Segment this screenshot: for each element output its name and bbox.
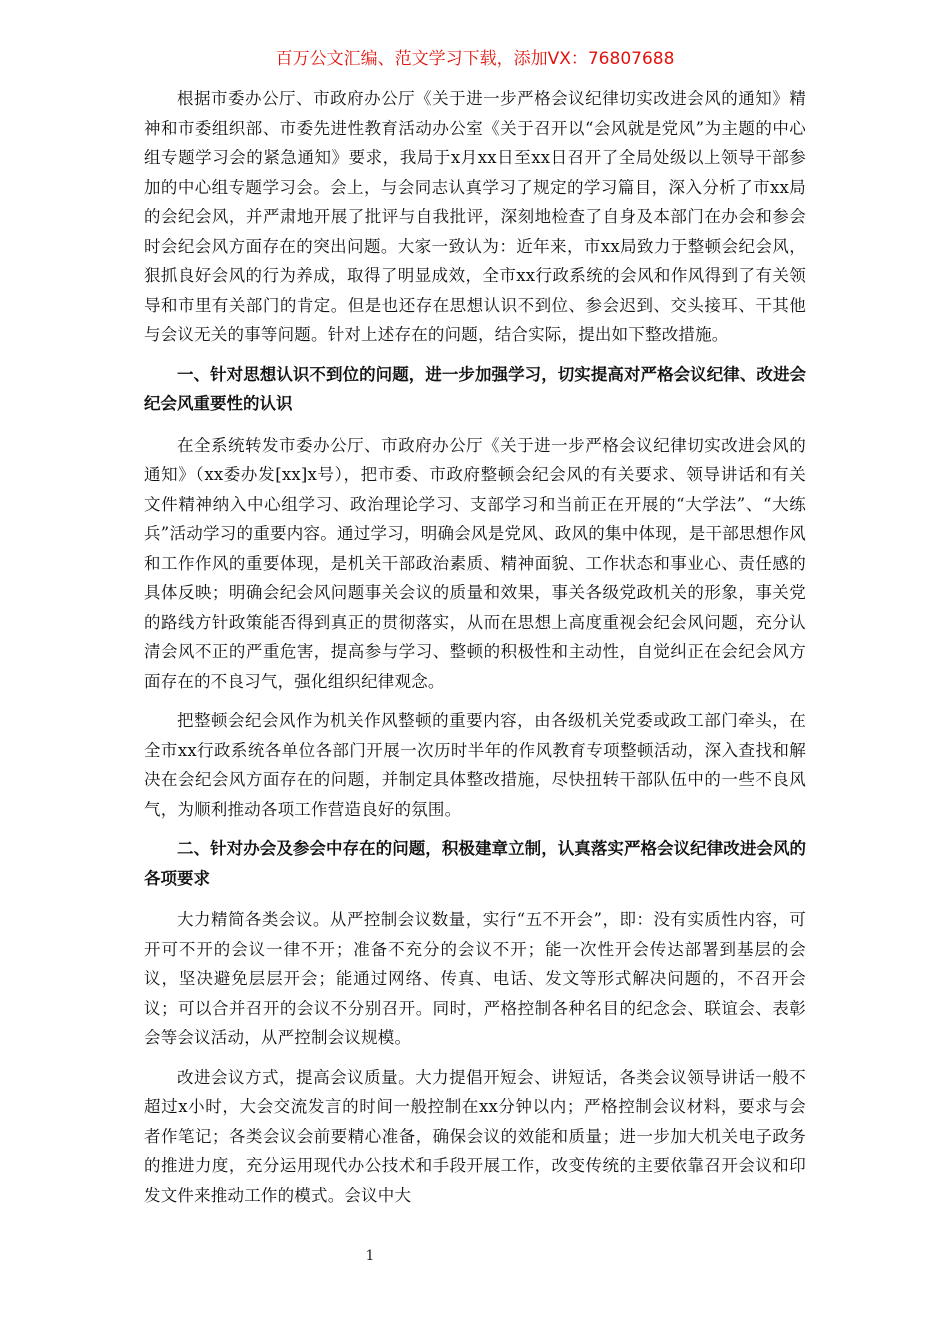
section-2-paragraph-1: 大力精简各类会议。从严控制会议数量，实行“五不开会”，即：没有实质性内容，可开可不开的会议一律不开；准备不充分的会议不开；能一次性开会传达部署到基层的会议，坚决避免层层开会；能通过网络、传真、电话、发文等形式解决问题的，不召开会议；可以合并召开的会议不分别召开。同时，严格控制各种名目的纪念会、联谊会、表彰会等会议活动，从严控制会议规模。 <box>144 910 806 1047</box>
section-2-paragraph-2: 改进会议方式，提高会议质量。大力提倡开短会、讲短话，各类会议领导讲话一般不超过x小时，大会交流发言的时间一般控制在xx分钟以内；严格控制会议材料，要求与会者作笔记；各类会议会前要精心准备，确保会议的效能和质量；进一步加大机关电子政务的推进力度，充分运用现代办公技术和手段开展工作，改变传统的主要依靠召开会议和印发文件来推动工作的模式。会议中大 <box>144 1067 806 1205</box>
section-heading-2: 二、针对办会及参会中存在的问题，积极建章立制，认真落实严格会议纪律改进会风的各项要求 <box>144 839 806 888</box>
section-1-paragraph-1: 在全系统转发市委办公厅、市政府办公厅《关于进一步严格会议纪律切实改进会风的通知》（xx委办发[xx]x号），把市委、市政府整顿会纪会风的有关要求、领导讲话和有关文件精神纳入中心组学习、政治理论学习、支部学习和当前正在开展的“大学法”、“大练兵”活动学习的重要内容。通过学习，明确会风是党风、政风的集中体现，是干部思想作风和工作作风的重要体现，是机关干部政治素质、精神面貌、工作状态和事业心、责任感的具体反映；明确会纪会风问题事关会议的质量和效果，事关各级党政机关的形象，事关党的路线方针政策能否得到真正的贯彻落实，从而在思想上高度重视会纪会风问题，充分认清会风不正的严重危害，提高参与学习、整顿的积极性和主动性，自觉纠正在会纪会风方面存在的不良习气，强化组织纪律观念。 <box>144 435 806 691</box>
document-body <box>144 84 806 1220</box>
section-heading-1: 一、针对思想认识不到位的问题，进一步加强学习，切实提高对严格会议纪律、改进会纪会风重要性的认识 <box>144 364 806 413</box>
page-number: 1 <box>365 1248 375 1264</box>
section-1-paragraph-2: 把整顿会纪会风作为机关作风整顿的重要内容，由各级机关党委或政工部门牵头，在全市xx行政系统各单位各部门开展一次历时半年的作风教育专项整顿活动，深入查找和解决在会纪会风方面存在的问题，并制定具体整改措施，尽快扭转干部队伍中的一些不良风气，为顺利推动各项工作营造良好的氛围。 <box>144 711 806 819</box>
intro-paragraph: 根据市委办公厅、市政府办公厅《关于进一步严格会议纪律切实改进会风的通知》精神和市委组织部、市委先进性教育活动办公室《关于召开以“会风就是党风”为主题的中心组专题学习会的紧急通知》要求，我局于x月xx日至xx日召开了全局处级以上领导干部参加的中心组专题学习会。会上，与会同志认真学习了规定的学习篇目，深入分析了市xx局的会纪会风，并严肃地开展了批评与自我批评，深刻地检查了自身及本部门在办会和参会时会纪会风方面存在的突出问题。大家一致认为：近年来，市xx局致力于整顿会纪会风，狠抓良好会风的行为养成，取得了明显成效，全市xx行政系统的会风和作风得到了有关领导和市里有关部门的肯定。但是也还存在思想认识不到位、参会迟到、交头接耳、干其他与会议无关的事等问题。针对上述存在的问题，结合实际，提出如下整改措施。 <box>144 89 806 344</box>
watermark-banner: 百万公文汇编、范文学习下载，添加VX：76807688 <box>275 49 675 69</box>
